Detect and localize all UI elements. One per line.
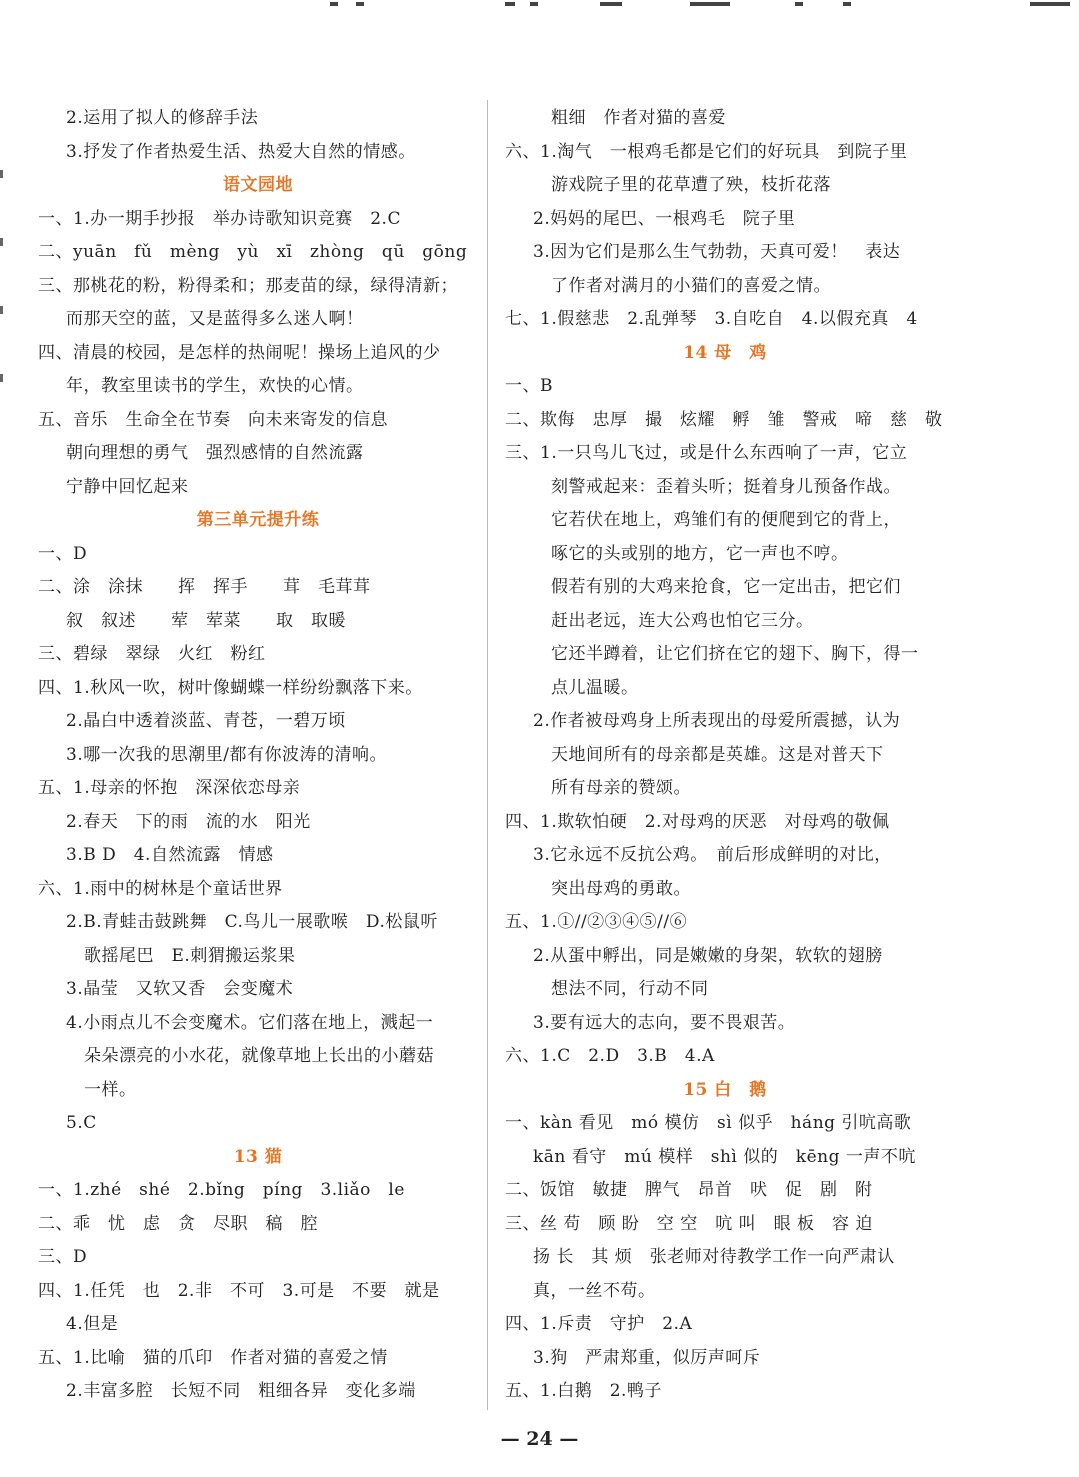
answer-line: 六、1.C 2.D 3.B 4.A xyxy=(505,1046,715,1066)
answer-line: 朝向理想的勇气 强烈感情的自然流露 xyxy=(66,443,364,463)
answer-line: 赶出老远，连大公鸡也怕它三分。 xyxy=(551,610,814,631)
side-scan-marks xyxy=(0,170,8,442)
answer-line: 2.晶白中透着淡蓝、青苍，一碧万顷 xyxy=(66,711,346,731)
answer-line: 了作者对满月的小猫们的喜爱之情。 xyxy=(551,275,831,296)
answer-line: 真，一丝不苟。 xyxy=(533,1280,656,1301)
answer-line: 2.妈妈的尾巴、一根鸡毛 院子里 xyxy=(533,208,796,229)
answer-line: 3.哪一次我的思潮里/都有你波涛的清响。 xyxy=(66,744,387,765)
answer-line: 五、1.母亲的怀抱 深深依恋母亲 xyxy=(38,778,301,798)
answer-line: 五、音乐 生命全在节奏 向未来寄发的信息 xyxy=(38,409,388,430)
answer-line: 一、1.zhé shé 2.bǐng píng 3.liǎo le xyxy=(38,1180,405,1200)
answer-line: 一、D xyxy=(38,543,88,564)
section-heading: 13 猫 xyxy=(233,1146,283,1167)
answer-line: 五、1.①//②③④⑤//⑥ xyxy=(505,912,688,932)
answer-line: 宁静中回忆起来 xyxy=(66,476,189,497)
answer-line: 三、1.一只鸟儿飞过，或是什么东西响了一声，它立 xyxy=(505,443,908,463)
answer-line: 六、1.淘气 一根鸡毛都是它们的好玩具 到院子里 xyxy=(505,141,908,162)
answer-line: 扬 长 其 烦 张老师对待教学工作一向严肃认 xyxy=(533,1247,895,1267)
answer-line: 歌摇尾巴 E.刺猬搬运浆果 xyxy=(84,945,296,966)
column-divider xyxy=(487,100,488,1410)
answer-line: 想法不同，行动不同 xyxy=(551,979,709,999)
answer-line: 游戏院子里的花草遭了殃，枝折花落 xyxy=(551,175,831,195)
section-heading: 第三单元提升练 xyxy=(196,510,320,530)
answer-line: 2.丰富多腔 长短不同 粗细各异 变化多端 xyxy=(66,1381,416,1401)
right-answer-column xyxy=(505,102,945,1409)
answer-line: 突出母鸡的勇敢。 xyxy=(551,878,691,899)
answer-line: 二、饭馆 敏捷 脾气 昂首 吠 促 剧 附 xyxy=(505,1180,873,1200)
answer-line: 所有母亲的赞颂。 xyxy=(551,778,691,798)
answer-line: 一、1.办一期手抄报 举办诗歌知识竞赛 2.C xyxy=(38,208,401,229)
answer-line: 3.因为它们是那么生气勃勃，天真可爱！ 表达 xyxy=(533,242,901,262)
answer-line: 点儿温暖。 xyxy=(551,677,639,698)
answer-line: 2.春天 下的雨 流的水 阳光 xyxy=(66,811,311,832)
answer-line: 2.运用了拟人的修辞手法 xyxy=(66,108,259,128)
answer-line: 年，教室里读书的学生，欢快的心情。 xyxy=(66,376,364,396)
answer-line: 五、1.白鹅 2.鸭子 xyxy=(505,1381,662,1401)
answer-line: kān 看守 mú 模样 shì 似的 kēng 一声不吭 xyxy=(533,1146,916,1167)
answer-line: 二、yuān fǔ mèng yù xī zhòng qū gōng xyxy=(38,242,468,262)
section-heading: 语文园地 xyxy=(223,175,293,195)
answer-line: 3.它永远不反抗公鸡。 前后形成鲜明的对比， xyxy=(533,845,892,865)
answer-line: 3.晶莹 又软又香 会变魔术 xyxy=(66,979,294,999)
answer-line: 一、B xyxy=(505,376,553,396)
answer-line: 四、清晨的校园，是怎样的热闹呢！操场上追风的少 xyxy=(38,342,441,363)
answer-line: 天地间所有的母亲都是英雄。这是对普天下 xyxy=(551,744,884,765)
answer-line: 四、1.任凭 也 2.非 不可 3.可是 不要 就是 xyxy=(38,1280,440,1301)
answer-line: 七、1.假慈悲 2.乱弹琴 3.自吃自 4.以假充真 4 xyxy=(505,309,918,329)
answer-line: 三、D xyxy=(38,1247,88,1267)
answer-line: 它还半蹲着，让它们挤在它的翅下、胸下，得一 xyxy=(551,644,919,664)
section-heading: 14 母 鸡 xyxy=(683,342,767,363)
answer-line: 3.B D 4.自然流露 情感 xyxy=(66,845,274,865)
answer-line: 而那天空的蓝，又是蓝得多么迷人啊！ xyxy=(66,309,364,329)
answer-line: 2.从蛋中孵出，同是嫩嫩的身架，软软的翅膀 xyxy=(533,945,883,966)
left-answer-column xyxy=(38,102,478,1409)
answer-line: 一、kàn 看见 mó 模仿 sì 似乎 háng 引吭高歌 xyxy=(505,1113,912,1133)
answer-line: 假若有别的大鸡来抢食，它一定出击，把它们 xyxy=(551,577,901,597)
answer-line: 4.小雨点儿不会变魔术。它们落在地上，溅起一 xyxy=(66,1012,434,1033)
section-heading: 15 白 鹅 xyxy=(683,1079,767,1100)
page-number: — 24 — xyxy=(500,1428,579,1450)
top-scan-marks xyxy=(0,0,1079,14)
answer-line: 六、1.雨中的树林是个童话世界 xyxy=(38,878,283,899)
answer-line: 粗细 作者对猫的喜爱 xyxy=(551,108,726,128)
answer-line: 4.但是 xyxy=(66,1314,119,1334)
answer-line: 三、那桃花的粉，粉得柔和；那麦苗的绿，绿得清新； xyxy=(38,275,458,296)
answer-line: 5.C xyxy=(66,1113,97,1133)
answer-line: 二、涂 涂抹 挥 挥手 茸 毛茸茸 xyxy=(38,577,371,597)
answer-line: 3.抒发了作者热爱生活、热爱大自然的情感。 xyxy=(66,141,416,162)
answer-line: 它若伏在地上，鸡雏们有的便爬到它的背上， xyxy=(551,510,901,530)
answer-line: 3.狗 严肃郑重，似厉声呵斥 xyxy=(533,1347,761,1368)
answer-line: 朵朵漂亮的小水花，就像草地上长出的小蘑菇 xyxy=(84,1046,434,1066)
answer-line: 二、乖 忧 虑 贪 尽职 稿 腔 xyxy=(38,1213,318,1234)
answer-line: 2.作者被母鸡身上所表现出的母爱所震撼，认为 xyxy=(533,711,901,731)
answer-line: 三、碧绿 翠绿 火红 粉红 xyxy=(38,644,266,664)
answer-line: 叙 叙述 荤 荤菜 取 取暖 xyxy=(66,610,346,631)
answer-line: 四、1.秋风一吹，树叶像蝴蝶一样纷纷飘落下来。 xyxy=(38,677,423,698)
answer-line: 四、1.欺软怕硬 2.对母鸡的厌恶 对母鸡的敬佩 xyxy=(505,811,890,832)
answer-line: 啄它的头或别的地方，它一声也不哼。 xyxy=(551,543,849,564)
answer-line: 刻警戒起来：歪着头听；挺着身儿预备作战。 xyxy=(551,476,901,497)
answer-line: 三、丝 苟 顾 盼 空 空 吭 叫 眼 板 容 迫 xyxy=(505,1213,873,1234)
answer-line: 2.B.青蛙击鼓跳舞 C.鸟儿一展歌喉 D.松鼠听 xyxy=(66,912,438,932)
answer-line: 一样。 xyxy=(84,1079,137,1100)
answer-line: 二、欺侮 忠厚 撮 炫耀 孵 雏 警戒 啼 慈 敬 xyxy=(505,409,943,430)
answer-line: 3.要有远大的志向，要不畏艰苦。 xyxy=(533,1012,796,1033)
answer-line: 四、1.斥责 守护 2.A xyxy=(505,1314,693,1334)
answer-line: 五、1.比喻 猫的爪印 作者对猫的喜爱之情 xyxy=(38,1347,388,1368)
